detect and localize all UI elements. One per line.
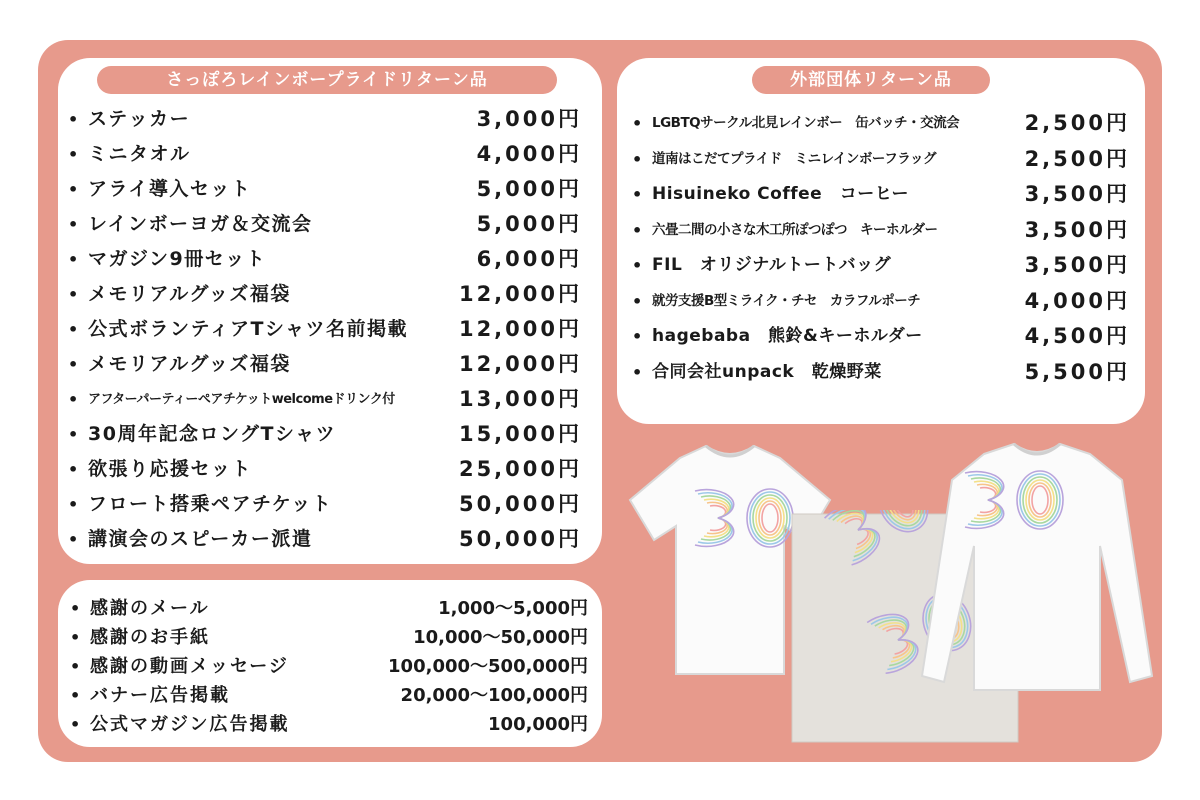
list-item	[68, 522, 582, 557]
bullet-icon: •	[68, 215, 79, 234]
list-item	[70, 594, 588, 623]
bullet-icon: •	[632, 185, 643, 204]
list-item	[70, 652, 588, 681]
item-name: 欲張り応援セット	[88, 458, 253, 480]
bullet-icon: •	[68, 425, 79, 444]
item-price: 3,000円	[476, 107, 582, 131]
bullet-icon: •	[68, 285, 79, 304]
item-name: メモリアルグッズ福袋	[88, 283, 291, 305]
item-name: マガジン9冊セット	[88, 248, 267, 270]
item-name: 六畳二間の小さな木工所ぽつぽつ キーホルダー	[652, 221, 938, 238]
item-price: 3,500円	[1024, 182, 1130, 206]
item-name: 合同会社unpack 乾燥野菜	[652, 361, 882, 382]
item-price: 3,500円	[1024, 217, 1130, 242]
item-price: 5,500円	[1024, 359, 1130, 384]
bullet-icon: •	[70, 628, 81, 647]
bullet-icon: •	[632, 291, 643, 311]
item-price: 100,000～500,000円	[388, 656, 588, 677]
item-name: メモリアルグッズ福袋	[88, 353, 291, 375]
item-price: 12,000円	[458, 317, 582, 341]
item-price: 100,000円	[488, 714, 588, 735]
list-item	[68, 312, 582, 347]
bullet-icon: •	[68, 250, 79, 269]
item-name: 講演会のスピーカー派遣	[88, 528, 313, 550]
list-item	[632, 319, 1130, 355]
item-price: 10,000～50,000円	[413, 627, 588, 648]
long-sleeve-shirt-image	[918, 440, 1156, 696]
bullet-icon: •	[632, 220, 643, 240]
bullet-icon: •	[68, 495, 79, 514]
item-price: 5,000円	[476, 177, 582, 201]
bullet-icon: •	[632, 327, 643, 346]
item-name: FIL オリジナルトートバッグ	[652, 255, 892, 275]
list-item	[632, 213, 1130, 249]
bullet-icon: •	[70, 686, 81, 705]
bullet-icon: •	[68, 320, 79, 339]
item-name: ミニタオル	[88, 143, 191, 165]
item-price: 15,000円	[458, 422, 582, 446]
bullet-icon: •	[68, 110, 79, 129]
list-item	[68, 382, 582, 417]
item-name: 公式ボランティアTシャツ名前掲載	[88, 318, 409, 340]
list-item	[68, 242, 582, 277]
list-item	[68, 417, 582, 452]
item-price: 50,000円	[458, 527, 582, 551]
item-price: 4,000円	[476, 142, 582, 166]
list-item	[68, 277, 582, 312]
item-name: 30周年記念ロングTシャツ	[88, 423, 337, 445]
item-price: 25,000円	[458, 457, 582, 481]
item-name: hagebaba 熊鈴&キーホルダー	[652, 326, 923, 346]
rainbow-returns-list	[68, 102, 582, 557]
item-price: 4,500円	[1024, 324, 1130, 348]
bullet-icon: •	[632, 362, 643, 382]
list-item	[632, 284, 1130, 320]
item-name: LGBTQサークル北見レインボー 缶バッチ・交流会	[652, 115, 960, 131]
item-price: 12,000円	[458, 352, 582, 376]
bullet-icon: •	[68, 530, 79, 549]
external-returns-heading: 外部団体リターン品	[752, 66, 990, 94]
item-name: 感謝の動画メッセージ	[90, 656, 289, 677]
list-item	[632, 355, 1130, 391]
list-item	[68, 487, 582, 522]
item-name: レインボーヨガ＆交流会	[88, 213, 313, 235]
item-price: 2,500円	[1024, 146, 1130, 171]
item-name: 感謝のお手紙	[90, 627, 210, 648]
item-name: 公式マガジン広告掲載	[90, 714, 290, 735]
item-name: 就労支援B型ミライク・チセ カラフルポーチ	[652, 292, 921, 309]
thanks-returns-list	[70, 594, 588, 739]
item-price: 2,500円	[1024, 111, 1130, 135]
bullet-icon: •	[70, 715, 81, 734]
rainbow-returns-heading: さっぽろレインボープライドリターン品	[97, 66, 557, 94]
item-price: 50,000円	[458, 492, 582, 516]
item-price: 3,500円	[1024, 253, 1130, 277]
item-price: 20,000～100,000円	[400, 685, 588, 706]
item-price: 4,000円	[1024, 288, 1130, 313]
item-name: ステッカー	[88, 108, 191, 130]
item-price: 13,000円	[458, 387, 582, 411]
item-name: 道南はこだてプライド ミニレインボーフラッグ	[652, 150, 936, 167]
item-name: アライ導入セット	[88, 178, 252, 200]
list-item	[632, 142, 1130, 178]
list-item	[68, 207, 582, 242]
bullet-icon: •	[68, 145, 79, 164]
item-price: 12,000円	[458, 282, 582, 306]
bullet-icon: •	[70, 657, 81, 676]
item-name: Hisuineko Coffee コーヒー	[652, 184, 910, 204]
item-name: バナー広告掲載	[90, 685, 230, 706]
list-item	[68, 102, 582, 137]
list-item	[68, 452, 582, 487]
list-item	[68, 347, 582, 382]
bullet-icon: •	[632, 149, 643, 169]
external-returns-list	[632, 106, 1130, 390]
item-price: 1,000～5,000円	[438, 598, 588, 619]
bullet-icon: •	[68, 460, 79, 479]
item-name: 感謝のメール	[90, 598, 210, 619]
bullet-icon: •	[632, 114, 643, 133]
item-name: フロート搭乗ペアチケット	[88, 493, 333, 515]
bullet-icon: •	[68, 180, 79, 199]
item-price: 6,000円	[476, 247, 582, 271]
list-item	[70, 710, 588, 739]
item-name: アフターパーティーペアチケットwelcomeドリンク付	[88, 392, 395, 407]
list-item	[70, 681, 588, 710]
list-item	[68, 172, 582, 207]
list-item	[68, 137, 582, 172]
list-item	[632, 177, 1130, 213]
list-item	[632, 248, 1130, 284]
bullet-icon: •	[632, 256, 643, 275]
list-item	[70, 623, 588, 652]
bullet-icon: •	[68, 355, 79, 374]
item-price: 5,000円	[476, 212, 582, 236]
list-item	[632, 106, 1130, 142]
bullet-icon: •	[70, 599, 81, 618]
bullet-icon: •	[68, 390, 79, 409]
